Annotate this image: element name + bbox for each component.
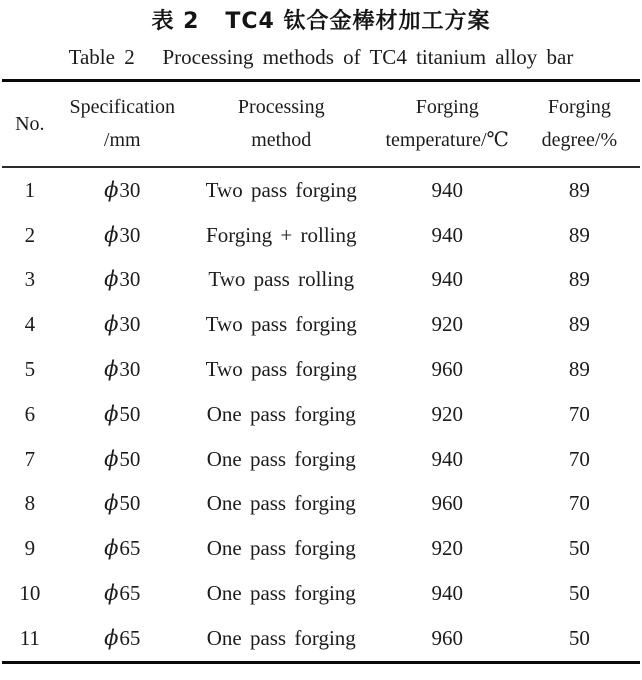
forging-temperature-cell: 960 (431, 625, 463, 650)
forging-degree-cell: 89 (568, 357, 590, 382)
row-number-cell: 5 (24, 357, 36, 382)
phi-diameter-symbol: ϕ (104, 625, 119, 650)
specification-cell: ϕ30 (104, 267, 141, 292)
table-row (2, 392, 640, 437)
table-row (2, 571, 640, 616)
table-title-chinese: 表 2 TC4 钛合金棒材加工方案 (151, 9, 491, 34)
forging-temperature-cell: 920 (431, 536, 463, 561)
phi-diameter-symbol: ϕ (104, 267, 119, 292)
forging-degree-cell: 89 (568, 177, 590, 202)
column-header-no (2, 108, 58, 141)
phi-diameter-symbol: ϕ (104, 446, 119, 471)
processing-method-cell: Two pass forging (205, 312, 357, 337)
table-row (2, 213, 640, 258)
processing-method-cell: Two pass forging (205, 357, 357, 382)
specification-cell: ϕ30 (104, 177, 141, 202)
table-caption (0, 0, 642, 71)
table-body (2, 168, 640, 661)
table-row (2, 526, 640, 571)
data-table (2, 79, 640, 664)
column-header-forging-degree (519, 91, 640, 157)
row-number-cell: 1 (24, 177, 36, 202)
specification-cell: ϕ30 (104, 312, 141, 337)
table-row (2, 437, 640, 482)
specification-cell: ϕ50 (104, 401, 141, 426)
table-row (2, 482, 640, 527)
row-number-cell: 3 (24, 267, 36, 292)
phi-diameter-symbol: ϕ (104, 312, 119, 337)
phi-diameter-symbol: ϕ (104, 491, 119, 516)
forging-degree-cell: 70 (568, 446, 590, 471)
table-title-english: Table 2 Processing methods of TC4 titanium alloy bar (68, 45, 574, 69)
column-header-unit: degree/% (541, 129, 618, 151)
forging-degree-cell: 89 (568, 312, 590, 337)
column-header-label: Processing (237, 96, 325, 118)
specification-cell: ϕ30 (104, 357, 141, 382)
phi-diameter-symbol: ϕ (104, 581, 119, 606)
forging-temperature-cell: 940 (431, 446, 463, 471)
row-number-cell: 4 (24, 312, 36, 337)
specification-cell: ϕ50 (104, 491, 141, 516)
column-header-specification (58, 91, 187, 157)
column-header-unit: /mm (103, 129, 141, 151)
forging-temperature-cell: 940 (431, 581, 463, 606)
table-row (2, 347, 640, 392)
forging-temperature-cell: 940 (431, 177, 463, 202)
phi-diameter-symbol: ϕ (104, 401, 119, 426)
column-header-label: Forging (415, 96, 479, 118)
processing-method-cell: Two pass forging (205, 177, 357, 202)
table-header-row (2, 82, 640, 168)
forging-degree-cell: 50 (568, 581, 590, 606)
row-number-cell: 7 (24, 446, 36, 471)
row-number-cell: 8 (24, 491, 36, 516)
forging-degree-cell: 70 (568, 491, 590, 516)
table-row (2, 302, 640, 347)
specification-cell: ϕ30 (104, 222, 141, 247)
forging-degree-cell: 89 (568, 267, 590, 292)
forging-temperature-cell: 960 (431, 491, 463, 516)
forging-temperature-cell: 940 (431, 222, 463, 247)
forging-temperature-cell: 920 (431, 401, 463, 426)
processing-method-cell: One pass forging (206, 625, 356, 650)
phi-diameter-symbol: ϕ (104, 357, 119, 382)
processing-method-cell: One pass forging (206, 446, 356, 471)
column-header-unit: temperature/℃ (385, 129, 509, 151)
column-header-label: Forging (547, 96, 611, 118)
table-row (2, 258, 640, 303)
column-header-label: method (251, 129, 312, 151)
column-header-label: Specification (69, 96, 176, 118)
processing-method-cell: Forging + rolling (206, 222, 357, 247)
forging-degree-cell: 70 (568, 401, 590, 426)
forging-degree-cell: 50 (568, 625, 590, 650)
forging-temperature-cell: 960 (431, 357, 463, 382)
processing-method-cell: Two pass rolling (208, 267, 355, 292)
processing-method-cell: One pass forging (206, 536, 356, 561)
forging-temperature-cell: 940 (431, 267, 463, 292)
processing-method-cell: One pass forging (206, 581, 356, 606)
forging-temperature-cell: 920 (431, 312, 463, 337)
column-header-processing-method (187, 91, 376, 157)
row-number-cell: 2 (24, 222, 36, 247)
row-number-cell: 10 (19, 581, 41, 606)
specification-cell: ϕ50 (104, 446, 141, 471)
column-header-label: No. (15, 112, 45, 135)
forging-degree-cell: 50 (568, 536, 590, 561)
table-row (2, 616, 640, 661)
processing-method-cell: One pass forging (206, 401, 356, 426)
specification-cell: ϕ65 (104, 581, 141, 606)
column-header-forging-temperature (376, 91, 519, 157)
phi-diameter-symbol: ϕ (104, 177, 119, 202)
forging-degree-cell: 89 (568, 222, 590, 247)
row-number-cell: 9 (24, 536, 36, 561)
phi-diameter-symbol: ϕ (104, 222, 119, 247)
phi-diameter-symbol: ϕ (104, 536, 119, 561)
specification-cell: ϕ65 (104, 536, 141, 561)
row-number-cell: 11 (19, 625, 40, 650)
table-row (2, 168, 640, 213)
processing-method-cell: One pass forging (206, 491, 356, 516)
specification-cell: ϕ65 (104, 625, 141, 650)
row-number-cell: 6 (24, 401, 36, 426)
